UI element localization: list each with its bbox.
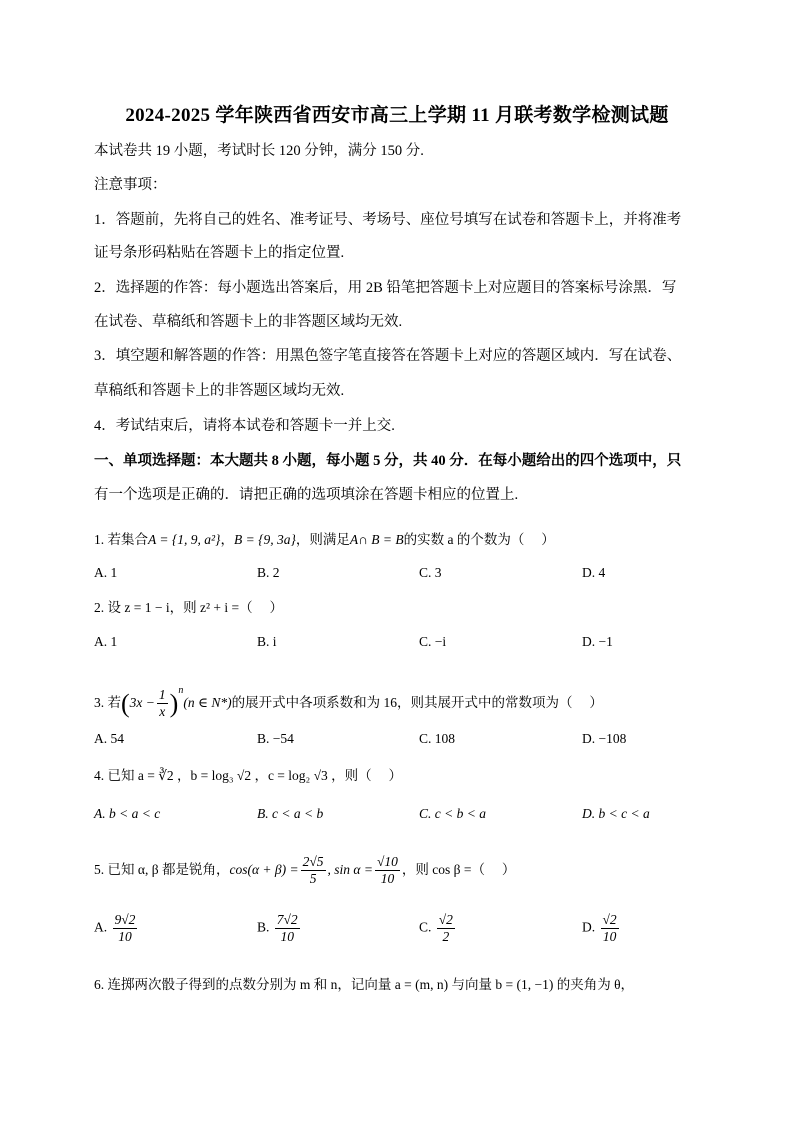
page-title: 2024-2025 学年陕西省西安市高三上学期 11 月联考数学检测试题 [125,105,669,126]
question-1 [94,530,714,550]
intro-text: 本试卷共 19 小题，考试时长 120 分钟，满分 150 分. [94,143,424,159]
q3-option-d: D. −108 [582,731,627,746]
q5-option-b-fraction [275,912,300,945]
notice-line: 证号条形码粘贴在答题卡上的指定位置. [94,245,345,261]
q1-option-d: D. 4 [582,565,606,580]
q3-option-a: A. 54 [94,731,124,746]
q4-option-d: D. b < c < a [582,806,650,821]
q5-cos-lhs: cos(α + β) = [229,862,299,877]
notice-heading: 注意事项： [94,177,167,193]
q5-option-c-label: C. [419,919,432,935]
q5-option-c-den: 2 [442,929,450,944]
section-heading: 一、单项选择题：本大题共 8 小题，每小题 5 分，共 40 分．在每小题给出的四个选项中，只 [94,453,682,469]
q5-sin-den: 10 [380,871,395,887]
q2-option-c: C. −i [419,634,447,649]
q5-option-b-label: B. [257,919,270,935]
q3-power: n [178,685,184,696]
question-3: 3. 若(3x − $\frac{1}{x}$ )$^n$(n ∈ N*)的展开式中各项系数和为 16，则其展开式中的常数项为（ ） [94,685,603,720]
question-2: 2. 设 z = 1 − i，则 z² + i =（ ） [94,600,283,615]
q5-option-c [419,912,457,945]
notice-line: 1．答题前，先将自己的姓名、准考证号、考场号、座位号填写在试卷和答题卡上，并将准考 [94,212,682,228]
notice-line: 4．考试结束后，请将本试卷和答题卡一并上交. [94,418,395,434]
q2-option-b: B. i [257,634,277,649]
q5-option-b-num: 7√2 [276,912,298,927]
q5-option-a-fraction [113,912,138,945]
question-6: 6. 连掷两次骰子得到的点数分别为 m 和 n，记向量 a = (m, n) 与向量 b = (1, −1) 的夹角为 θ， [94,977,635,992]
q5-option-d-fraction [601,912,619,945]
section-heading-cont: 有一个选项是正确的．请把正确的选项填涂在答题卡相应的位置上. [94,487,519,503]
q5-option-d-num: √2 [602,912,617,927]
q5-option-b [257,912,302,945]
q5-sin-num: √10 [376,854,398,870]
q4-option-b: B. c < a < b [257,806,324,821]
q3-option-b: B. −54 [257,731,294,746]
q4-option-a: A. b < a < c [94,806,161,821]
q5-prefix: 5. 已知 α, β 都是锐角， [94,862,230,877]
q5-option-d [582,912,621,945]
q1-set-a: A = {1, 9, a²} [148,532,221,547]
q5-cos-den: 5 [309,871,317,887]
q3-prefix: 3. 若 [94,695,121,710]
q3-option-c: C. 108 [419,731,456,746]
q5-option-c-num: √2 [438,912,453,927]
q3-frac-num: 1 [158,687,166,703]
q5-option-b-den: 10 [280,929,294,944]
q5-cos-num: 2√5 [302,854,324,870]
notice-line: 草稿纸和答题卡上的非答题区域均无效. [94,383,345,399]
q5-suffix: ，则 cos β =（ ） [401,862,516,877]
q5-option-d-label: D. [582,919,596,935]
q5-option-a-num: 9√2 [114,912,136,927]
question-5 [94,852,714,888]
q5-cos-fraction [301,854,326,887]
q4-option-c: C. c < b < a [419,806,486,821]
notice-line: 在试卷、草稿纸和答题卡上的非答题区域均无效. [94,314,403,330]
q1-option-a: A. 1 [94,565,118,580]
q3-suffix: 的展开式中各项系数和为 16，则其展开式中的常数项为（ ） [231,695,603,710]
q1-suffix: 的实数 a 的个数为（ ） [403,532,555,547]
q3-expr: 3x − [129,695,155,710]
q5-option-c-fraction [437,912,455,945]
q3-frac-den: x [159,704,166,720]
q5-option-a-den: 10 [118,929,132,944]
question-4: 4. 已知 a = ∛2 ，b = log₃ √2 ，c = log₂ √3 ，则（ ） [94,768,403,783]
q2-option-d: D. −1 [582,634,613,649]
q1-option-c: C. 3 [419,565,442,580]
q1-mid: ，则满足 [295,532,350,547]
q5-option-a-label: A. [94,919,108,935]
notice-line: 3．填空题和解答题的作答：用黑色签字笔直接答在答题卡上对应的答题区域内．写在试卷、 [94,348,682,364]
q2-option-a: A. 1 [94,634,118,649]
q5-option-a [94,912,139,945]
q1-prefix: 1. 若集合 [94,532,148,547]
q3-condition: (n ∈ N*) [183,695,232,710]
q1-option-b: B. 2 [257,565,280,580]
q5-option-d-den: 10 [602,929,617,944]
q1-sep: ， [220,532,234,547]
notice-line: 2．选择题的作答：每小题选出答案后，用 2B 铅笔把答题卡上对应题目的答案标号涂黑．写 [94,280,677,296]
q5-sin-fraction [375,854,400,887]
q1-set-b: B = {9, 3a} [233,532,296,547]
q3-fraction [157,687,168,720]
q1-condition: A∩ B = B [349,532,404,547]
q5-sin-lhs: , sin α = [327,862,373,877]
